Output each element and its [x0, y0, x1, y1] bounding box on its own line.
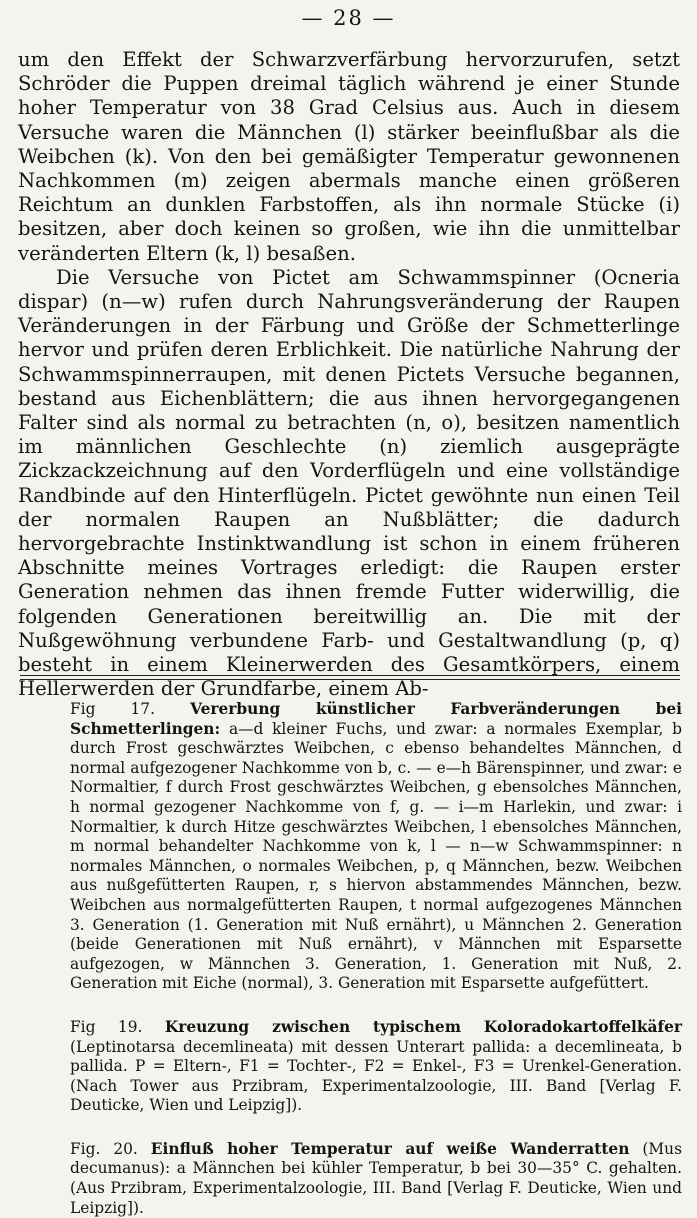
caption-fig-17 [18, 700, 682, 994]
page-number: — 28 — [301, 6, 396, 30]
fig-17-text: a—d kleiner Fuchs, und zwar: a normales Exemplar, b durch Frost geschwärztes Weibchen, c ebenso behandeltes Männchen, d normal aufgezogener Nachkomme von b, c. — e—h Bärenspinner, und zwar: e Normaltier, f durch Frost geschwärztes Weibchen, g ebensolches Männchen, h normal gezogener Nachkomme von f, g. — i—m Harlekin, und zwar: i Normaltier, k durch Hitze geschwärztes Weibchen, l ebensolches Männchen, m normal behandelter Nachkomme von k, l — n—w Schwammspinner: n normales Männchen, o normales Weibchen, p, q Männchen, bezw. Weibchen aus nußgefütterten Raupen, r, s hiervon abstammendes Männchen, bezw. Weibchen aus normalgefütterten Raupen, t normal aufgezogenes Männchen 3. Generation (1. Generation mit Nuß ernährt), u Männchen 2. Generation (beide Generationen mit Nuß ernährt), v Männchen mit Esparsette aufgezogen, w Männchen 3. Generation, 1. Generation mit Nuß, 2. Generation mit Eiche (normal), 3. Generation mit Esparsette aufgefüttert. [70, 719, 682, 993]
caption-fig-19 [18, 1018, 682, 1116]
fig-20-text: (Mus decumanus): a Männchen bei kühler Temperatur, b bei 30—35° C. gehalten. (Aus Przibram, Experimentalzoologie, III. Band [Verlag F. Deuticke, Wien und Leipzig]). [70, 1139, 682, 1217]
main-text [18, 48, 680, 701]
fig-20-title: Einfluß hoher Temperatur auf weiße Wanderratten [150, 1139, 630, 1158]
paragraph-1: um den Effekt der Schwarzverfärbung hervorzurufen, setzt Schröder die Puppen dreimal täglich während je einer Stunde hoher Temperatur von 38 Grad Celsius aus. Auch in diesem Versuche waren die Männchen (l) stärker beeinflußbar als die Weibchen (k). Von den bei gemäßigter Temperatur gewonnenen Nachkommen (m) zeigen abermals manche einen größeren Reichtum an dunklen Farbstoffen, als ihn normale Stücke (i) besitzen, aber doch keinen so großen, wie ihn die unmittelbar veränderten Eltern (k, l) besaßen. [18, 48, 680, 265]
fig-19-title: Kreuzung zwischen typischem Koloradokartoffelkäfer [164, 1017, 682, 1036]
fig-20-label: Fig. 20. [70, 1139, 138, 1158]
section-divider-bottom [20, 679, 680, 680]
caption-fig-20 [18, 1140, 682, 1218]
figure-captions [18, 700, 682, 1218]
fig-17-label: Fig 17. [70, 700, 155, 718]
fig-19-text: (Leptinotarsa decemlineata) mit dessen Unterart pallida: a decemlineata, b pallida. P = Eltern-, F1 = Tochter-, F2 = Enkel-, F3 = Urenkel-Generation. (Nach Tower aus Przibram, Experimentalzoologie, III. Band [Verlag F. Deuticke, Wien und Leipzig]). [70, 1037, 682, 1115]
section-divider-top [20, 675, 680, 676]
fig-17-title: Vererbung künstlicher Farbveränderungen bei Schmetterlingen: [70, 700, 682, 738]
fig-19-label: Fig 19. [70, 1017, 143, 1036]
paragraph-2: Die Versuche von Pictet am Schwammspinner (Ocneria dispar) (n—w) rufen durch Nahrungsveränderung der Raupen Veränderungen in der Färbung und Größe der Schmetterlinge hervor und prüfen deren Erblichkeit. Die natürliche Nahrung der Schwammspinnerraupen, mit denen Pictets Versuche begannen, bestand aus Eichenblättern; die aus ihnen hervorgegangenen Falter sind als normal zu betrachten (n, o), besitzen namentlich im männlichen Geschlechte (n) ziemlich ausgeprägte Zickzackzeichnung auf den Vorderflügeln und eine vollständige Randbinde auf den Hinterflügeln. Pictet gewöhnte nun einen Teil der normalen Raupen an Nußblätter; die dadurch hervorgebrachte Instinktwandlung ist schon in einem früheren Abschnitte meines Vortrages erledigt: die Raupen erster Generation nehmen das ihnen fremde Futter widerwillig, die folgenden Generationen bereitwillig an. Die mit der Nußgewöhnung verbundene Farb- und Gestaltwandlung (p, q) besteht in einem Kleinerwerden des Gesamtkörpers, einem Hellerwerden der Grundfarbe, einem Ab- [18, 265, 680, 701]
